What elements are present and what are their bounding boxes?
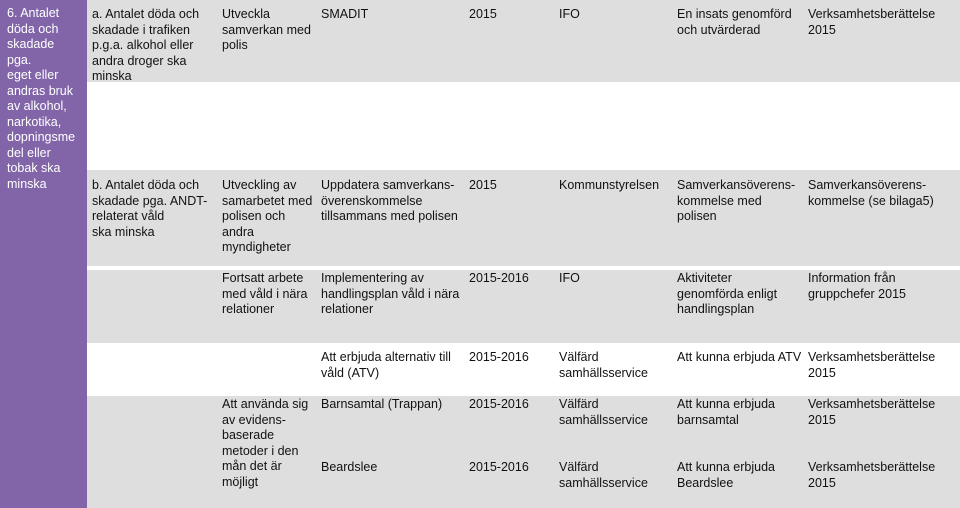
row1-indicator: En insats genomförd och utvärderad: [677, 7, 792, 37]
row6-indicator: Att kunna erbjuda Beardslee: [677, 460, 775, 490]
row3-when: 2015-2016: [469, 271, 529, 285]
row1-goal: a. Antalet döda och skadade i trafiken p.g.a. alkohol eller andra droger ska minska: [92, 7, 200, 83]
row4-when: 2015-2016: [469, 350, 529, 364]
row1-when: 2015: [469, 7, 497, 21]
row4-followup: Verksamhetsberättelse 2015: [808, 350, 936, 380]
row2-activity: Uppdatera samverkans- överenskommelse tillsammans med polisen: [321, 178, 458, 223]
row4-indicator: Att kunna erbjuda ATV: [677, 350, 802, 364]
area-sidebar-cell: [0, 0, 87, 508]
row1-followup: Verksamhetsberättelse 2015: [808, 7, 936, 37]
row5-activity: Barnsamtal (Trappan): [321, 397, 443, 411]
area-label: 6. Antalet döda och skadade pga. eget eller andras bruk av alkohol, narkotika, dopningsme del eller tobak ska minska: [7, 6, 76, 191]
row1-activity: SMADIT: [321, 7, 369, 21]
row5-when: 2015-2016: [469, 397, 529, 411]
row6-responsible: Välfärd samhällsservice: [559, 460, 648, 490]
row5-followup: Verksamhetsberättelse 2015: [808, 397, 936, 427]
row2-followup: Samverkansöverens- kommelse (se bilaga5): [808, 178, 934, 208]
row3-indicator: Aktiviteter genomförda enligt handlingsplan: [677, 271, 778, 316]
row4-responsible: Välfärd samhällsservice: [559, 350, 648, 380]
row3-followup: Information från gruppchefer 2015: [808, 271, 906, 301]
row5-strategy: Att använda sig av evidens- baserade metoder i den mån det är möjligt: [222, 397, 309, 489]
row3-strategy: Fortsatt arbete med våld i nära relationer: [222, 271, 308, 316]
row1-responsible: IFO: [559, 7, 580, 21]
row6-activity: Beardslee: [321, 460, 378, 474]
row5-responsible: Välfärd samhällsservice: [559, 397, 648, 427]
row5-indicator: Att kunna erbjuda barnsamtal: [677, 397, 775, 427]
row-spacer-1: [87, 82, 960, 170]
row3-responsible: IFO: [559, 271, 580, 285]
row2-indicator: Samverkansöverens- kommelse med polisen: [677, 178, 796, 223]
row6-followup: Verksamhetsberättelse 2015: [808, 460, 936, 490]
row1-strategy: Utveckla samverkan med polis: [222, 7, 311, 52]
row3-activity: Implementering av handlingsplan våld i nära relationer: [321, 271, 460, 316]
row4-activity: Att erbjuda alternativ till våld (ATV): [321, 350, 451, 380]
row6-when: 2015-2016: [469, 460, 529, 474]
row2-responsible: Kommunstyrelsen: [559, 178, 660, 192]
row2-when: 2015: [469, 178, 497, 192]
row2-goal: b. Antalet döda och skadade pga. ANDT- relaterat våld ska minska: [92, 178, 208, 239]
row2-strategy: Utveckling av samarbetet med polisen och andra myndigheter: [222, 178, 313, 254]
